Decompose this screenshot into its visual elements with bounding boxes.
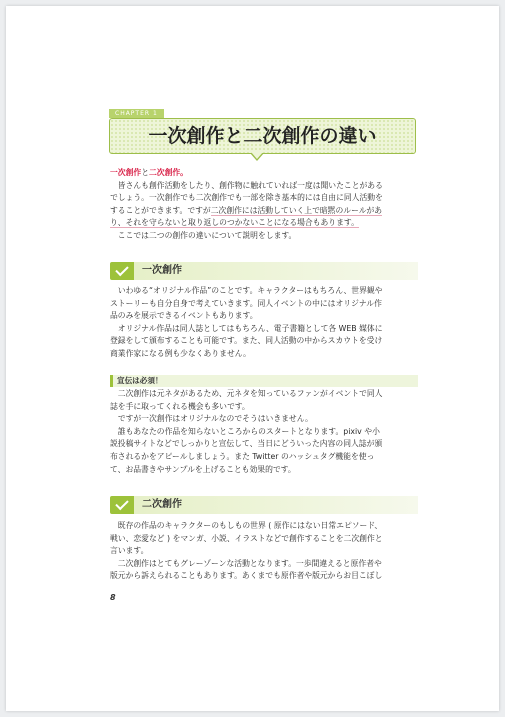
text-line: 二次創作は元ネタがあるため、元ネタを知っているファンがイベントで同人 <box>110 389 383 398</box>
subsection-heading <box>110 375 418 387</box>
section-heading-2 <box>110 496 418 514</box>
underlined-text: 二次創作には活動していく上で暗黙のルールがあ <box>210 205 383 215</box>
text-line: て、お品書きやサンプルを上げることも効果的です。 <box>110 464 296 474</box>
text-line: 二次創作はとてもグレーゾーンな活動となります。一歩間違えると原作者や <box>110 558 382 568</box>
text-line: 誰もあなたの作品を知らないところからのスタートとなります。pixiv や小 <box>110 426 380 436</box>
section-heading-1 <box>110 262 418 280</box>
subsection-title: 宣伝は必須！ <box>117 376 163 385</box>
section-title: 一次創作 <box>142 265 182 276</box>
text-line: 皆さんも創作活動をしたり、創作物に触れていれば一度は聞いたことがある <box>110 180 383 190</box>
text-line: でしょう。一次創作でも二次創作でも一部を除き基本的には自由に同人活動を <box>110 193 383 203</box>
text-line: ストーリーも自分自身で考えていきます。同人イベントの中にはオリジナル作 <box>110 298 382 308</box>
lead-term-2: 二次創作。 <box>148 168 188 177</box>
lead-term-1: 一次創作 <box>110 168 142 177</box>
text-line: 誌を手に取ってくれる機会も多いです。 <box>110 401 250 411</box>
intro-lead <box>110 167 418 180</box>
underlined-text: り、それを守らないと取り返しのつかないことになる場合もあります。 <box>110 218 359 228</box>
section2-body <box>110 520 418 583</box>
title-speech-tail-inner <box>251 152 263 159</box>
lead-connector: と <box>141 168 149 177</box>
page-number: 8 <box>110 593 116 602</box>
text-line: ここでは二つの創作の違いについて説明をします。 <box>110 230 297 240</box>
subsection-body <box>110 388 418 476</box>
check-icon <box>110 262 134 280</box>
text-line: 説投稿サイトなどでしっかりと宣伝して、当日にどういった内容の同人誌が頒 <box>110 439 383 449</box>
page-title: 一次創作と二次創作の違い <box>148 125 377 147</box>
text-line: 戦い、恋愛など ) をマンガ、小説、イラストなどで創作することを二次創作と <box>110 533 383 543</box>
text-line: ですが一次創作はオリジナルなのでそうはいきません。 <box>110 414 313 424</box>
book-page <box>6 6 499 711</box>
section1-body <box>110 285 418 361</box>
check-icon <box>110 496 134 514</box>
text-line: 登録をして頒布することも可能です。また、同人活動の中からスカウトを受け <box>110 336 383 346</box>
text-segment: することができます。ですが <box>110 205 211 215</box>
text-line: 言います。 <box>110 546 149 556</box>
text-line: いわゆる“オリジナル作品”のことです。キャラクターはもちろん、世界観や <box>110 286 383 295</box>
text-line: 既存の作品のキャラクターのもしもの世界 ( 原作にはない日常エピソード、 <box>110 521 383 530</box>
text-line: 商業作家になる例も少なくありません。 <box>110 348 251 358</box>
chapter-tag: CHAPTER 1 <box>109 109 164 118</box>
section-title: 二次創作 <box>142 499 182 510</box>
text-line: 布されるかをアピールしましょう。また Twitter のハッシュタグ機能を使っ <box>110 451 375 461</box>
title-box <box>109 118 416 154</box>
text-line: 版元から訴えられることもあります。あくまでも原作者や版元からお目こぼし <box>110 571 383 581</box>
text-line <box>110 217 418 230</box>
text-line: 品のみを展示できるイベントもあります。 <box>110 311 258 321</box>
text-line <box>110 205 418 218</box>
text-line: オリジナル作品は同人誌としてはもちろん、電子書籍として各 WEB 媒体に <box>110 323 383 333</box>
intro-paragraph <box>110 167 418 243</box>
